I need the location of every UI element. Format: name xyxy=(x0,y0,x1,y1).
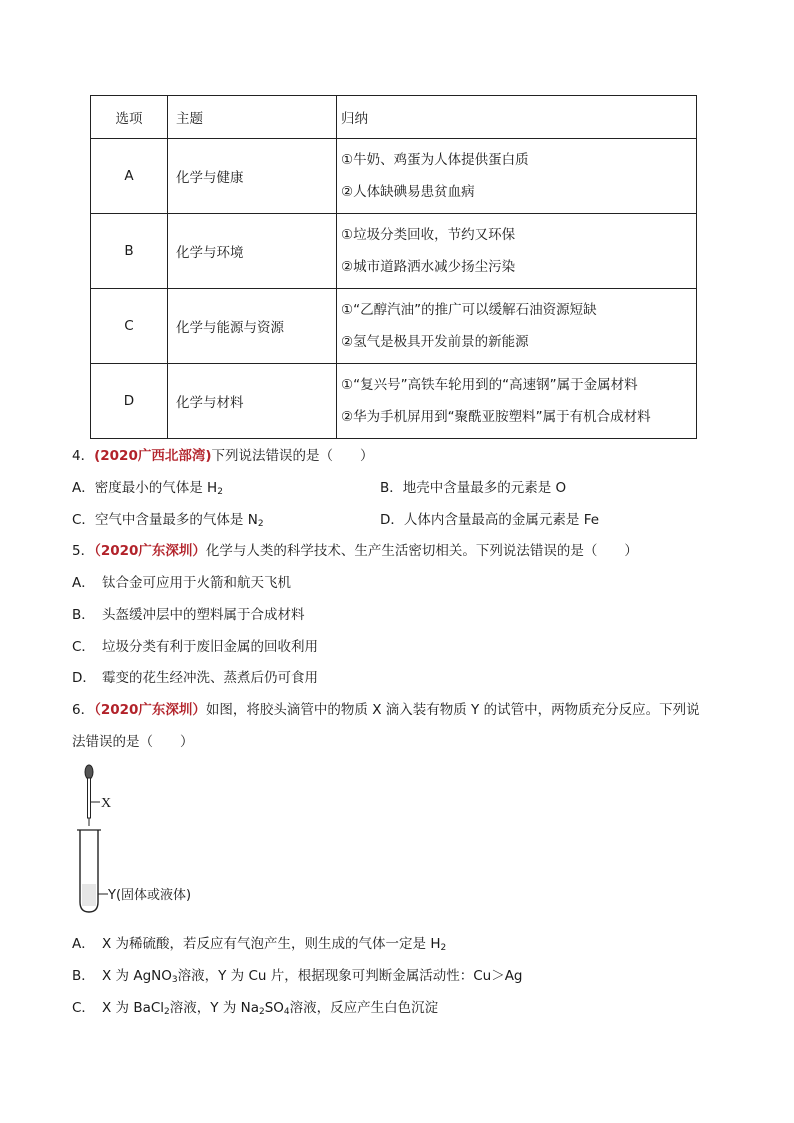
row-item: ②城市道路洒水减少扬尘污染 xyxy=(341,259,516,275)
table-row xyxy=(91,364,697,439)
table-row xyxy=(91,214,697,289)
table-row xyxy=(91,139,697,214)
row-items xyxy=(337,289,697,364)
subscript: 2 xyxy=(164,1007,170,1017)
q6-option-b xyxy=(72,964,523,985)
option-label: B． xyxy=(72,968,95,984)
test-tube-contents xyxy=(82,884,96,906)
row-topic: 化学与环境 xyxy=(168,214,337,289)
option-text: 密度最小的气体是 H xyxy=(94,480,218,496)
q5-option-c xyxy=(72,635,318,655)
subscript: 2 xyxy=(440,943,447,953)
row-topic: 化学与材料 xyxy=(168,364,337,439)
row-item: ②人体缺碘易患贫血病 xyxy=(341,184,475,200)
option-label: C． xyxy=(72,1000,95,1016)
row-key: A xyxy=(91,139,168,214)
option-text: 人体内含量最高的金属元素是 Fe xyxy=(403,512,600,528)
dropper-body xyxy=(88,778,91,818)
question-number: 6． xyxy=(72,702,95,718)
row-item: ①牛奶、鸡蛋为人体提供蛋白质 xyxy=(341,152,529,168)
question-source: (2020广西北部湾) xyxy=(94,448,212,464)
option-text: X 为 BaCl xyxy=(102,1000,165,1016)
dropper-tube-figure xyxy=(70,762,270,917)
question-source: （2020广东深圳） xyxy=(94,543,206,559)
question-6-stem xyxy=(72,698,700,718)
row-item: ①“乙醇汽油”的推广可以缓解石油资源短缺 xyxy=(341,302,597,318)
row-topic: 化学与健康 xyxy=(168,139,337,214)
subscript: 2 xyxy=(258,1007,265,1017)
subscript: 4 xyxy=(283,1007,290,1017)
question-4-stem xyxy=(72,444,374,464)
q4-option-d xyxy=(380,508,599,528)
row-item: ①“复兴号”高铁车轮用到的“高速钢”属于金属材料 xyxy=(341,377,638,393)
question-source: （2020广东深圳） xyxy=(94,702,206,718)
option-label: C． xyxy=(72,639,95,655)
option-text: 头盔缓冲层中的塑料属于合成材料 xyxy=(102,607,305,623)
subscript: 2 xyxy=(257,519,264,529)
row-item: ①垃圾分类回收，节约又环保 xyxy=(341,227,516,243)
q5-option-a xyxy=(72,571,291,591)
q4-option-c xyxy=(72,508,264,529)
row-item: ②氢气是极具开发前景的新能源 xyxy=(341,334,529,350)
q6-option-c xyxy=(72,996,438,1017)
option-label: B． xyxy=(72,607,95,623)
x-label: X xyxy=(101,796,112,811)
option-text: 地壳中含量最多的元素是 O xyxy=(402,480,567,496)
option-text: X 为稀硫酸，若反应有气泡产生，则生成的气体一定是 H xyxy=(102,936,441,952)
y-label: Y(固体或液体) xyxy=(108,888,192,903)
option-text: 空气中含量最多的气体是 N xyxy=(94,512,258,528)
subscript: 2 xyxy=(217,487,223,497)
table-header-row xyxy=(91,96,697,139)
option-label: A． xyxy=(72,575,95,591)
table-row xyxy=(91,289,697,364)
option-label: A． xyxy=(72,480,95,496)
row-key: B xyxy=(91,214,168,289)
row-key: C xyxy=(91,289,168,364)
q5-option-b xyxy=(72,603,305,623)
subscript: 3 xyxy=(171,975,178,985)
option-label: A． xyxy=(72,936,95,952)
option-text: 溶液，Y 为 Na xyxy=(169,1000,259,1016)
row-items xyxy=(337,364,697,439)
q4-option-b xyxy=(380,476,566,496)
row-items xyxy=(337,214,697,289)
header-topic: 主题 xyxy=(168,96,337,139)
q6-option-a xyxy=(72,932,446,953)
question-text: 如图，将胶头滴管中的物质 X 滴入装有物质 Y 的试管中，两物质充分反应。下列说 xyxy=(205,702,700,718)
question-text: 化学与人类的科学技术、生产生活密切相关。下列说法错误的是（ ） xyxy=(205,543,638,559)
option-label: B． xyxy=(380,480,403,496)
row-item: ②华为手机屏用到“聚酰亚胺塑料”属于有机合成材料 xyxy=(341,409,651,425)
q5-option-d xyxy=(72,666,318,686)
summary-table xyxy=(90,95,697,439)
option-label: C． xyxy=(72,512,95,528)
row-key: D xyxy=(91,364,168,439)
q4-option-a xyxy=(72,476,223,497)
option-text: X 为 AgNO xyxy=(102,968,172,984)
option-text: 霉变的花生经冲洗、蒸煮后仍可食用 xyxy=(102,670,318,686)
option-text: SO xyxy=(264,1000,284,1016)
question-number: 4． xyxy=(72,448,95,464)
question-text: 下列说法错误的是（ ） xyxy=(211,448,374,464)
option-text: 溶液，反应产生白色沉淀 xyxy=(289,1000,439,1016)
option-label: D． xyxy=(380,512,404,528)
option-text: 垃圾分类有利于废旧金属的回收利用 xyxy=(102,639,318,655)
dropper-bulb xyxy=(85,765,93,779)
header-option: 选项 xyxy=(91,96,168,139)
question-6-stem-cont: 法错误的是（ ） xyxy=(72,734,194,750)
option-text: 溶液，Y 为 Cu 片，根据现象可判断金属活动性：Cu＞Ag xyxy=(177,968,523,984)
header-summary: 归纳 xyxy=(337,96,697,139)
question-number: 5． xyxy=(72,543,95,559)
question-5-stem xyxy=(72,539,638,559)
option-label: D． xyxy=(72,670,96,686)
row-topic: 化学与能源与资源 xyxy=(168,289,337,364)
row-items xyxy=(337,139,697,214)
option-text: 钛合金可应用于火箭和航天飞机 xyxy=(102,575,291,591)
